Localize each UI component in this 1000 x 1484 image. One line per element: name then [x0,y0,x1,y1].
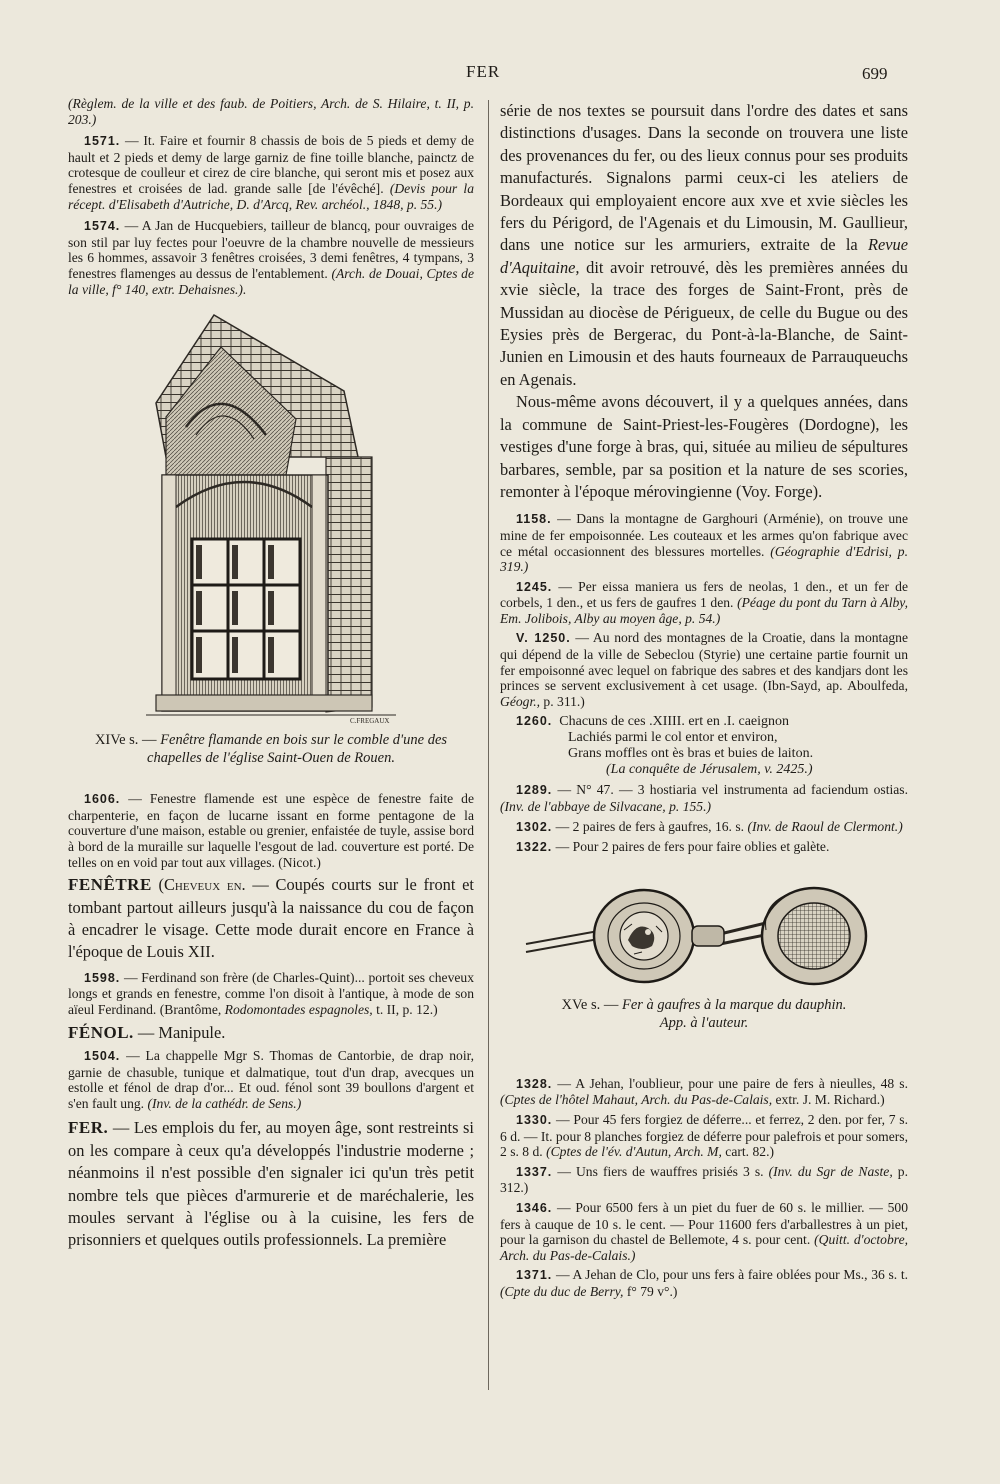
fer-continuation [500,100,908,391]
entry-number: 1322. [516,840,553,855]
entry-tail: cart. 82.) [721,1144,774,1160]
entry-reference: (Inv. de Raoul de Clermont.) [747,818,903,834]
verse-line-3: Grans moffles ont ès bras et buies de laiton. [568,746,814,762]
entry-text: — A Jehan, l'oublieur, pour une paire de fers à nieulles, 48 s. [552,1075,908,1091]
entry-1302 [500,819,908,836]
column-rule [488,100,489,1390]
headword: FÉNOL. [68,1022,134,1042]
verse-line-2: Lachiés parmi le col entor et environ, [568,730,778,746]
entry-text: — Ferdinand son frère (de Charles-Quint)... portoit ses cheveux longs et grands en fenestre, comme l'on disoit à l'antique, à mode de son aïeul Ferdinand. (Brantôme, [68,969,474,1017]
caption-text: Fer à gaufres à la marque du dauphin. [621,996,847,1013]
entry-number: 1346. [516,1200,553,1215]
entry-number: 1574. [84,219,121,234]
entry-number: 1328. [516,1076,553,1091]
entry-reference: (Péage du pont du Tarn à Alby, Em. Jolibois, Alby au moyen âge, p. 54.) [500,595,908,626]
dormer-window-engraving [126,307,416,727]
entry-number: 1606. [84,792,121,807]
entry-reference: (Cpte du duc de Berry, [500,1283,624,1299]
headword: FENÊTRE [68,875,152,895]
entry-tail: p. 311.) [540,693,585,709]
entry-text: — Fenestre flamende est une espèce de fenestre faite de charpenterie, en façon de lucarne issant en forme pentagone de la couverture d'une maison, estable ou grenier, enfaistée de tuyle, assise bord à bord de la muraille sur laquelle l'esgout de lad. couverture est porté. De telles on en void par tout aux villages. (Nicot.) [68,791,474,870]
entry-text: — Pour 6500 fers à un piet du fuer de 60 s. le millier. — 500 fers à cauque de 10 s. le cent. — Pour 11600 fers d'arballestres à un piet, pour la garnison du chastel de Bellemote, 4 s. pour cent. [500,1199,908,1248]
fer-paragraph-2: Nous-même avons découvert, il y a quelques années, dans la commune de Saint-Priest-les-Fougères (Dordogne), les vestiges d'une forge à bras, qui, située au milieu de sépultures barbares, semble, par sa position et la nature de ses scories, remonter à l'époque mérovingienne (Voy. Forge). [500,392,908,501]
entry-1337 [500,1164,908,1196]
entry-1328 [500,1076,908,1108]
citation-poitiers: (Règlem. de la ville et des faub. de Poitiers, Arch. de S. Hilaire, t. II, p. 203.) [68,96,474,127]
figure-caption [68,731,474,767]
entry-reference: (Arch. de Douai, Cptes de la ville, f° 140, extr. Dehaisnes.). [68,265,474,297]
entry-1158 [500,511,908,574]
entry-number: V. 1250. [516,631,571,646]
article-text: Coupés courts sur le front et tombant partout ailleurs jusqu'à la naissance du cou de façon à encadrer le visage. Cette mode durait encore en France à l'époque de Louis XII. [68,875,474,962]
caption-text: Fenêtre flamande en bois sur le comble d'une des chapelles de l'église Saint-Ouen de Rouen. [147,732,448,767]
entry-number: 1302. [516,819,553,834]
entry-reference: (Devis pour la récept. d'Elisabeth d'Autriche, D. d'Arcq, Rev. archéol., 1848, p. 55.) [68,180,474,212]
entry-1606 [68,791,474,870]
entry-text: — It. Faire et fournir 8 chassis de bois de 5 pieds et demy de hault et 2 pieds et demy de large garniz de fine toille blanche, painctz de crotesque de coulleur et cirez de cire blanche, qui seront mis et posez aux fenestres et croisées de lad. grande salle [de l'évêché]. [68,133,474,196]
entry-text: — Pour 45 fers forgiez de déferre... et ferrez, 2 den. por fer, 7 s. 6 d. — It. pour 8 planches forgiez de déferre pour palefrois et pour somers, 2 s. 8 d. [500,1112,908,1160]
verse-reference: (La conquête de Jérusalem, v. 2425.) [606,762,813,778]
running-head: FER [466,62,501,81]
entry-number: 1337. [516,1164,553,1179]
entry-1330 [500,1112,908,1160]
caption-text-2: App. à l'auteur. [659,1014,749,1031]
entry-reference: (Géographie d'Edrisi, p. 319.) [500,543,908,575]
entry-number: 1571. [84,134,121,149]
entry-reference: (Inv. de l'abbaye de Silvacane, p. 155.) [500,799,712,815]
entry-number: 1371. [516,1268,553,1283]
caption-lead: XIVe s. — [94,732,161,749]
article-fer [68,1117,474,1251]
entry-1371 [500,1267,908,1299]
entry-tail: f° 79 v°.) [623,1283,678,1299]
entry-1322 [500,839,908,856]
entry-1571 [68,133,474,212]
page-number: 699 [862,64,888,83]
article-fenol [68,1022,474,1044]
entry-tail: extr. J. M. Richard.) [772,1092,885,1108]
entry-number: 1158. [516,512,552,527]
entry-text: — Per eissa maniera us fers de neolas, 1 den., et un fer de corbels, 1 den., et us fers de gaufres 1 den. [500,578,908,611]
entry-1574 [68,218,474,297]
entry-reference: Rodomontades espagnoles, [224,1001,373,1017]
entry-text: — Dans la montagne de Garghouri (Arménie), on trouve une mine de fer empoisonnée. Les couteaux et les armes qu'on fabrique avec ce métal occasionnent des blessures mortelles. [500,511,908,559]
entry-text: — 2 paires de fers à gaufres, 16. s. [552,818,748,834]
article-text: — Les emplois du fer, au moyen âge, sont restreints si on les compare à ceux qu'a développés l'industrie moderne ; néanmoins il n'est possible d'en signaler ici qu'un très petit nombre tels que pièces d'armurerie et de maréchalerie, les moules servant à l'église ou à la cuisine, les fers de prisonniers et quelques outils professionnels. La première [68,1118,474,1250]
waffle-iron-engraving [524,882,884,992]
entry-number: 1330. [516,1113,553,1127]
article-text: série de nos textes se poursuit dans l'ordre des dates et sans distinctions d'usages. Dans la seconde on trouvera une liste des provenances du fer, ou des lieux connus pour ses produits manufacturés. Signalons parmi ceux-ci les ateliers de Bordeaux qui employaient encore aux xve et xvie siècles les fers du Périgord, de l'Agenais et du Limousin, M. Gaullieur, dans une notice sur les armuriers, extraite de la [500,101,908,255]
entry-number: 1260. [516,714,553,729]
entry-reference: (Cptes de l'év. d'Autun, Arch. M, [546,1144,722,1160]
article-text-tail: dit avoir retrouvé, dès les premières années du xvie siècle, la trace des forges de Saint-Front, près de Mussidan au diocèse de Périgueux, de celle du Bugue ou des Eysies près de Bergerac, du Pont-à-la-Blanche, de Saint-Junien en Limousin et des hauts fourneaux de Parrauqueuchs en Agenais. [500,257,908,389]
verse-line-1: Chacuns de ces .XIIII. ert en .I. caeignon [559,714,790,730]
entry-number: 1245. [516,579,553,594]
entry-1598 [68,970,474,1018]
headword: FER. [68,1118,109,1138]
entry-text: — A Jan de Hucquebiers, tailleur de blancq, pour ouvraiges de son stil par luy fectes pour l'oeuvre de la chambre nouvelle de messieurs les 6 hommes, assavoir 3 fenêtres croisées, 3 demi fenêtres, 4 tympans, 3 fenestres flamenges au dessus de l'entablement. [68,218,474,281]
entry-tail: p. 312.) [500,1163,908,1196]
entry-text: — N° 47. — 3 hostiaria vel instrumenta ad faciendum ostias. [552,782,908,798]
entry-text: — Uns fiers de wauffres prisiés 3 s. [552,1163,769,1179]
engraver-signature: C.FREGAUX [350,717,390,726]
entry-reference: (Inv. de la cathédr. de Sens.) [147,1095,302,1111]
figure-caption-waffle [500,996,908,1032]
entry-tail: t. II, p. 12.) [372,1001,438,1017]
entry-1504 [68,1048,474,1111]
entry-reference: (Inv. du Sgr de Naste, [768,1163,893,1179]
entry-text: — La chappelle Mgr S. Thomas de Cantorbie, de drap noir, garnie de chasuble, tunique et dalmatique, tout d'un drap, avecques un estolle et fénol de drap d'or... Et oud. fénol sont 39 boullons d'argent et s'en fault ung. [68,1047,474,1111]
headword-qualifier: (Cheveux en. — [151,875,276,895]
entry-text: — Pour 2 paires de fers pour faire oblies et galète. [552,839,830,855]
article-reference: Revue d'Aquitaine, [500,235,908,277]
entry-reference: (Quitt. d'octobre, Arch. du Pas-de-Calais.) [500,1232,908,1263]
left-column [68,96,474,1252]
entry-number: 1289. [516,783,553,798]
right-column [500,100,908,1300]
caption-lead: XVe s. — [561,996,622,1013]
entry-number: 1504. [84,1048,121,1063]
entry-1250 [500,630,908,709]
article-fenetre [68,874,474,964]
entry-text: — A Jehan de Clo, pour uns fers à faire oblées pour Ms., 36 s. t. [552,1267,908,1283]
entry-1245 [500,579,908,627]
entry-1289 [500,782,908,814]
entry-number: 1598. [84,970,121,985]
entry-1346 [500,1200,908,1263]
headword-qualifier: — Manipule. [133,1022,226,1042]
entry-text: — Au nord des montagnes de la Croatie, dans la montagne qui dépend de la ville de Sebeclou (Styrie) une certaine partie fournit un fer empoisonné avec lequel on fabrique des sabres et des kandjars dont les princes se servent exclusivement à cet usage. (Ibn-Sayd, ap. Aboulfeda, [500,630,908,694]
entry-reference: Géogr., [500,693,541,709]
entry-reference: (Cptes de l'hôtel Mahaut, Arch. du Pas-de-Calais, [500,1092,773,1108]
entry-1260 [500,713,908,778]
